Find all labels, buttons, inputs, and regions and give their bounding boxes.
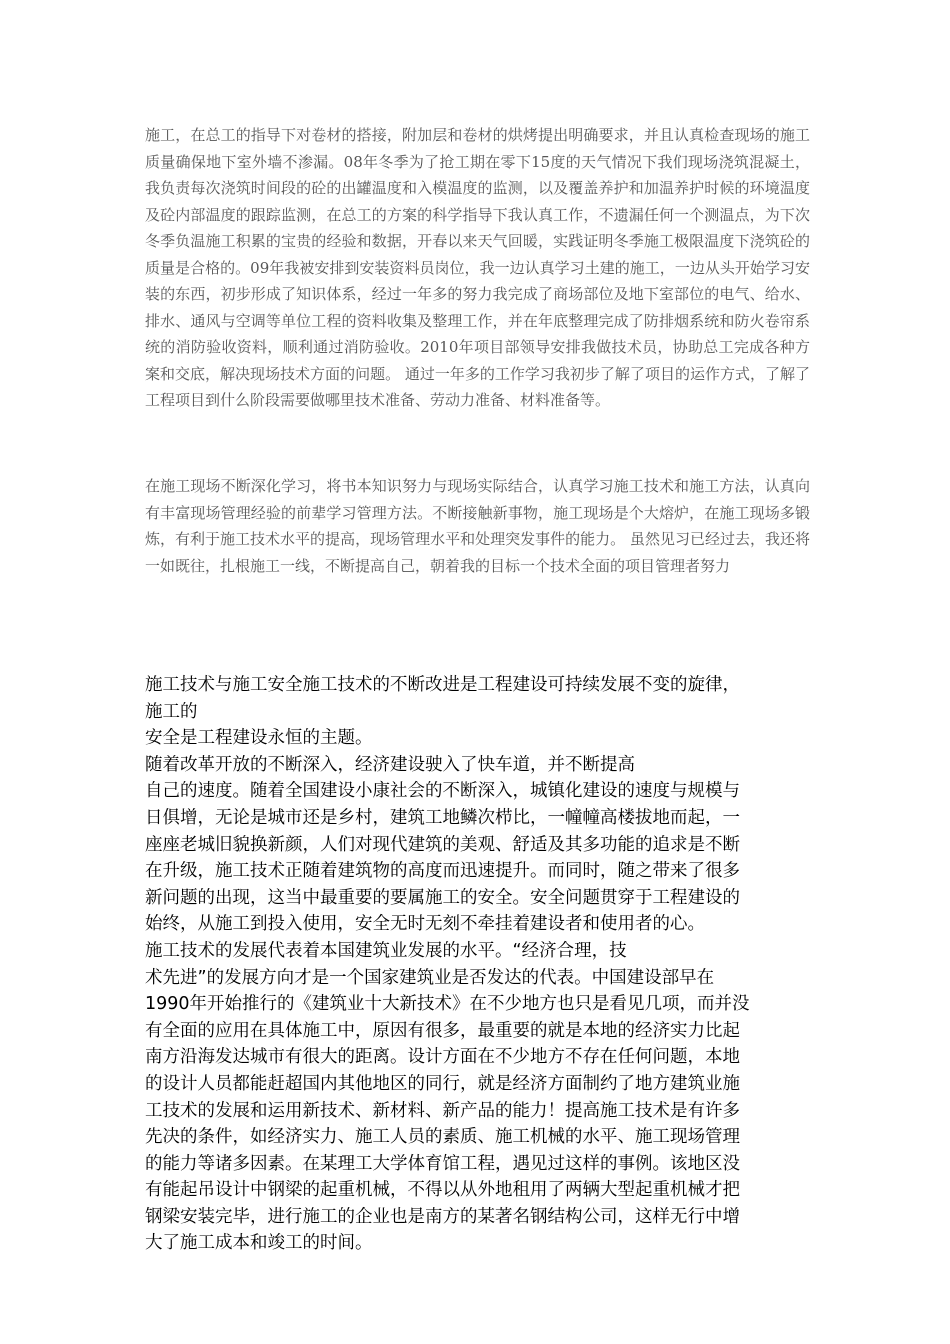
article-line: 钢梁安装完毕，进行施工的企业也是南方的某著名钢结构公司，这样无行中增: [145, 1206, 740, 1227]
article-line: 术先进”的发展方向才是一个国家建筑业是否发达的代表。中国建设部早在: [145, 967, 715, 988]
article-line: 工技术的发展和运用新技术、新材料、新产品的能力！提高施工技术是有许多: [145, 1100, 740, 1121]
article-line: 随着改革开放的不断深入，经济建设驶入了快车道，并不断提高: [145, 754, 635, 775]
article-line: 施工技术的发展代表着本国建筑业发展的水平。“经济合理，技: [145, 940, 627, 961]
article-line: 在升级，施工技术正随着建筑物的高度而迅速提升。而同时，随之带来了很多: [145, 861, 740, 882]
article-line: 新问题的出现，这当中最重要的要属施工的安全。安全问题贯穿于工程建设的: [145, 887, 740, 908]
article-line: 自己的速度。随着全国建设小康社会的不断深入，城镇化建设的速度与规模与: [145, 781, 740, 802]
article-line: 安全是工程建设永恒的主题。: [145, 728, 373, 749]
article-line: 的设计人员都能赶超国内其他地区的同行，就是经济方面制约了地方建筑业施: [145, 1073, 740, 1094]
article-line: 的能力等诸多因素。在某理工大学体育馆工程，遇见过这样的事例。该地区没: [145, 1153, 740, 1174]
paragraph-learning-summary: 在施工现场不断深化学习，将书本知识努力与现场实际结合，认真学习施工技术和施工方法，认真向有丰富现场管理经验的前辈学习管理方法。不断接触新事物，施工现场是个大熔炉，在施工现场多锻炼，有利于施工技术水平的提高，现场管理水平和处理突发事件的能力。 虽然见习已经过去，我还将一如既往，扎根施工一线，不断提高自己，朝着我的目标一个技术全面的项目管理者努力: [145, 477, 810, 575]
article-line: 1990年开始推行的《建筑业十大新技术》在不少地方也只是看见几项，而并没: [145, 994, 750, 1015]
paragraph-internship-work: 施工，在总工的指导下对卷材的搭接，附加层和卷材的烘烤提出明确要求，并且认真检查现场的施工质量确保地下室外墙不渗漏。08年冬季为了抢工期在零下15度的天气情况下我们现场浇筑混凝土，我负责每次浇筑时间段的砼的出罐温度和入模温度的监测，以及覆盖养护和加温养护时候的环境温度及砼内部温度的跟踪监测，在总工的方案的科学指导下我认真工作，不遗漏任何一个测温点，为下次冬季负温施工积累的宝贵的经验和数据，开春以来天气回暖，实践证明冬季施工极限温度下浇筑砼的质量是合格的。09年我被安排到安装资料员岗位，我一边认真学习土建的施工，一边从头开始学习安装的东西，初步形成了知识体系，经过一年多的努力我完成了商场部位及地下室部位的电气、给水、排水、通风与空调等单位工程的资料收集及整理工作，并在年底整理完成了防排烟系统和防火卷帘系统的消防验收资料，顺利通过消防验收。2010年项目部领导安排我做技术员，协助总工完成各种方案和交底，解决现场技术方面的问题。 通过一年多的工作学习我初步了解了项目的运作方式，了解了工程项目到什么阶段需要做哪里技术准备、劳动力准备、材料准备等。: [145, 126, 810, 409]
article-line: 有能起吊设计中钢梁的起重机械，不得以从外地租用了两辆大型起重机械才把: [145, 1180, 740, 1201]
article-line: 先决的条件，如经济实力、施工人员的素质、施工机械的水平、施工现场管理: [145, 1127, 740, 1148]
article-line: 始终，从施工到投入使用，安全无时无刻不牵挂着建设者和使用者的心。: [145, 914, 705, 935]
article-line: 施工技术与施工安全施工技术的不断改进是工程建设可持续发展不变的旋律，: [145, 675, 740, 695]
article-construction-safety: [145, 672, 805, 1257]
article-line: 座座老城旧貌换新颜，人们对现代建筑的美观、舒适及其多功能的追求是不断: [145, 834, 740, 855]
article-line: 有全面的应用在具体施工中，原因有很多，最重要的就是本地的经济实力比起: [145, 1020, 740, 1041]
article-line: 南方沿海发达城市有很大的距离。设计方面在不少地方不存在任何问题，本地: [145, 1047, 740, 1068]
article-line: 大了施工成本和竣工的时间。: [145, 1233, 373, 1254]
article-line: 施工的: [145, 701, 198, 722]
article-line: 日俱增，无论是城市还是乡村，建筑工地鳞次栉比，一幢幢高楼拔地而起，一: [145, 807, 740, 828]
